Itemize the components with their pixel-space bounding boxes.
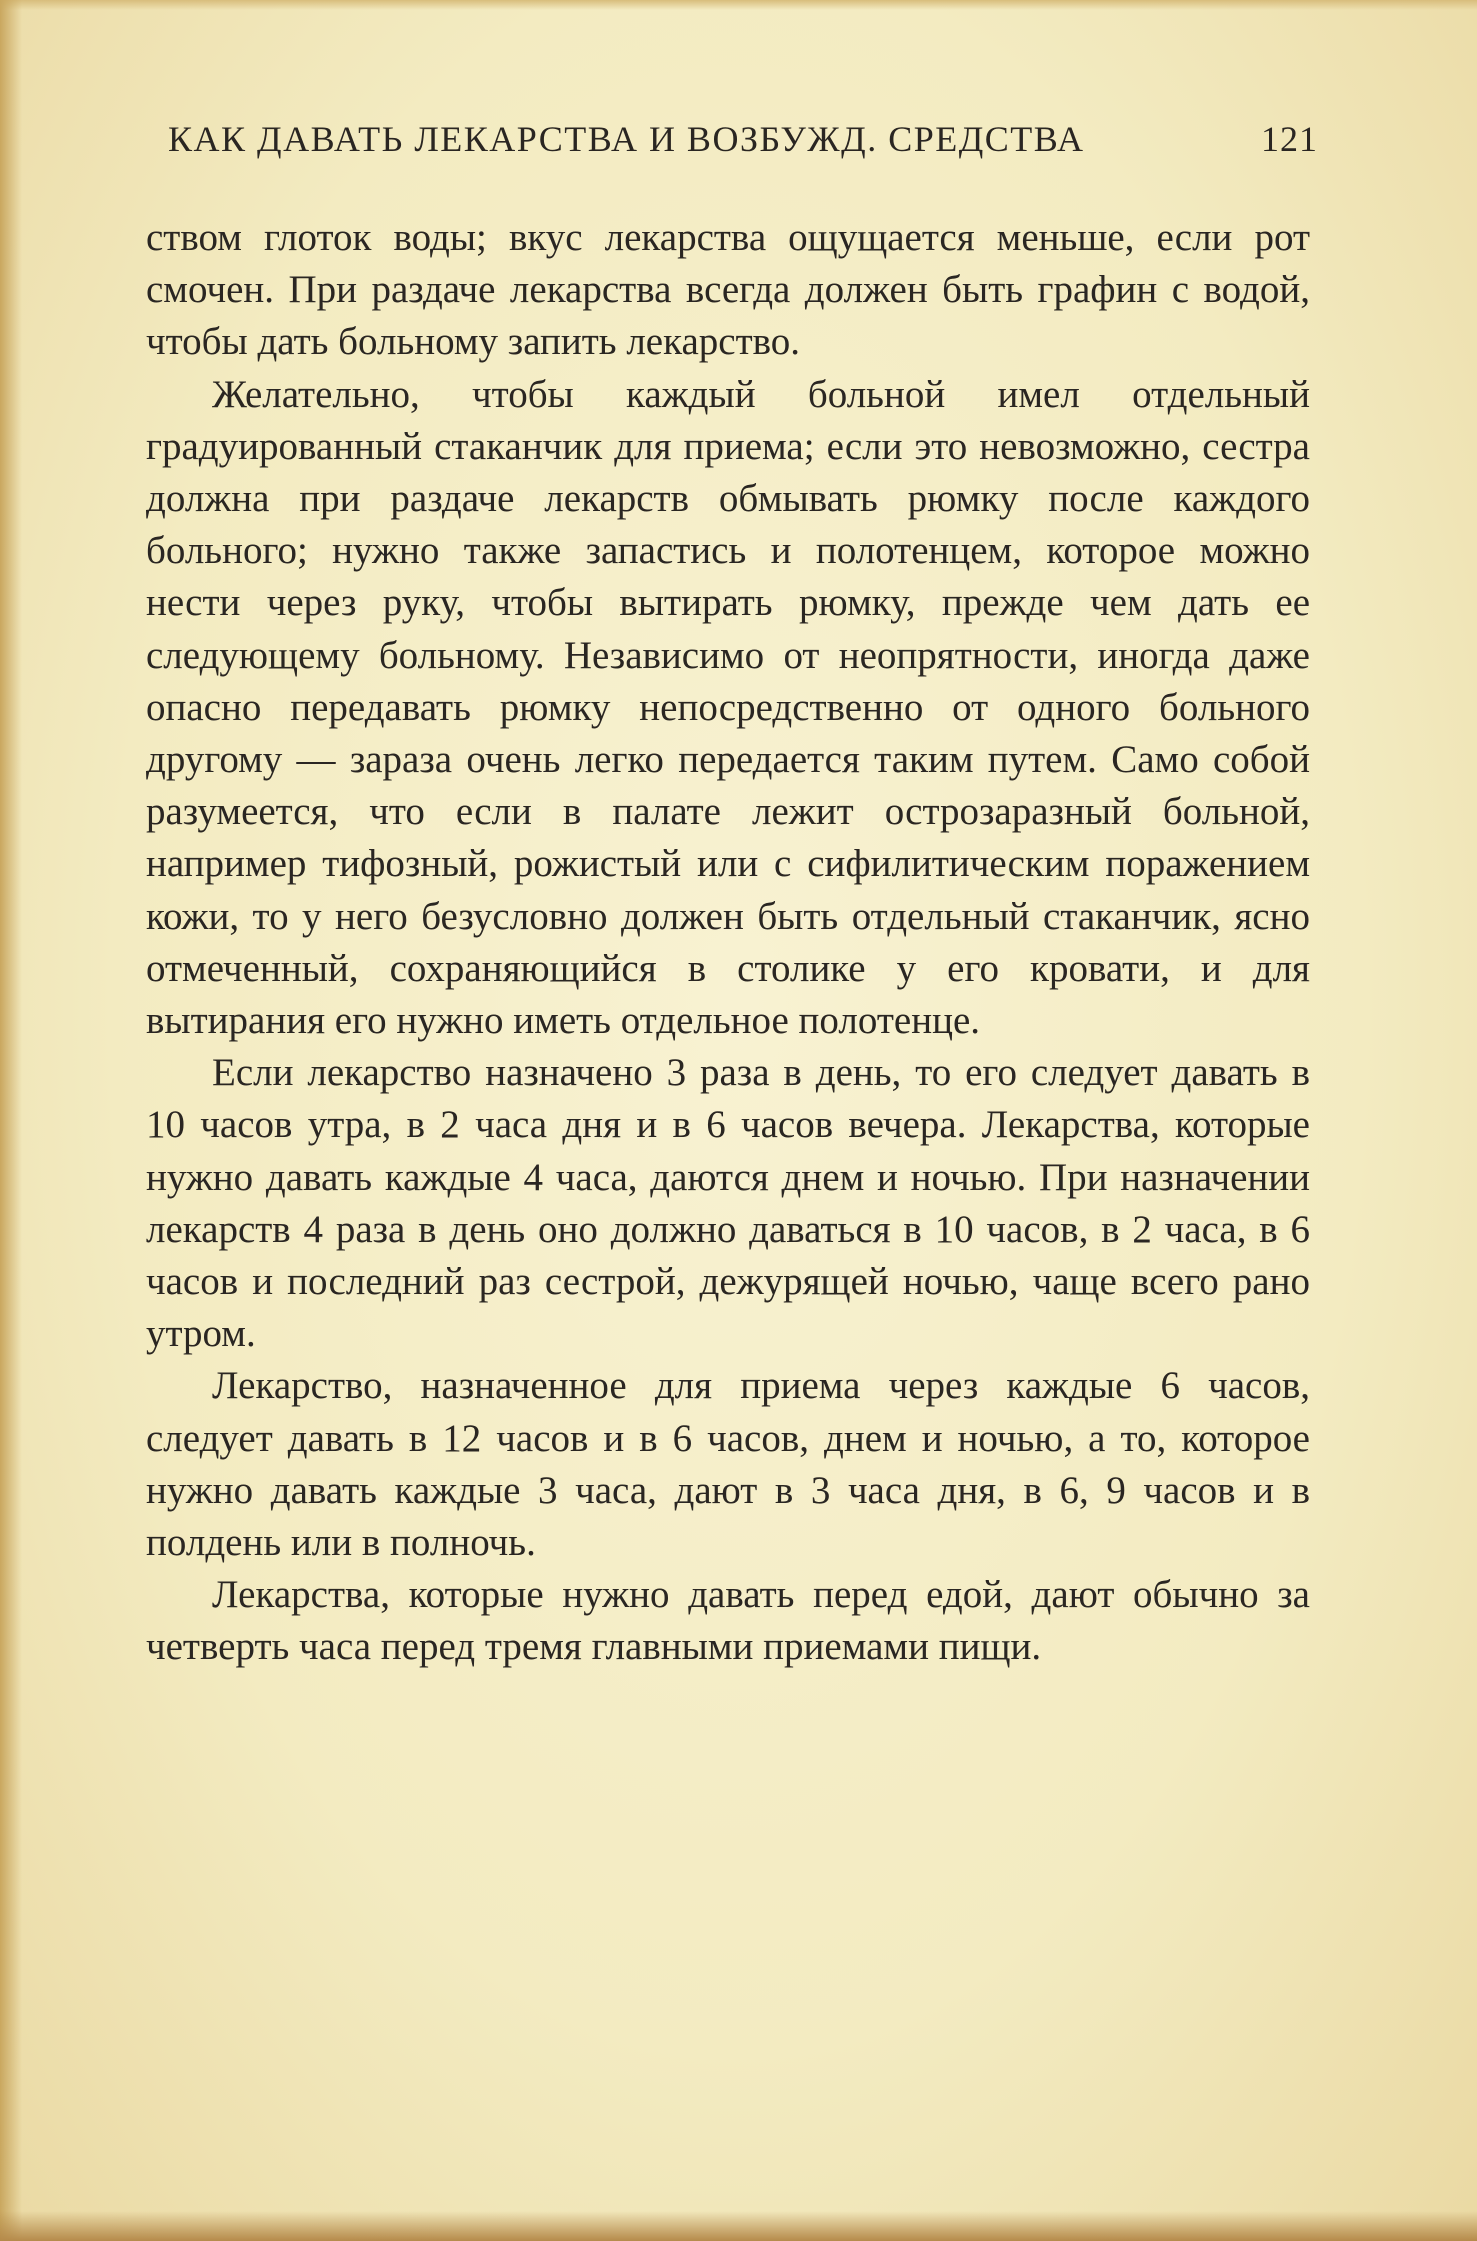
body-text bbox=[146, 212, 1310, 1674]
page-number: 121 bbox=[1261, 119, 1318, 159]
paragraph-continued: ством глоток воды; вкус лекарства ощущается меньше, если рот смочен. При раздаче лекарства всегда должен быть графин с водой, чтобы дать больному запить лекарство. bbox=[146, 216, 1310, 364]
paragraph: Лекарство, назначенное для приема через каждые 6 часов, следует давать в 12 часов и в 6 часов, днем и ночью, а то, которое нужно давать каждые 3 часа, дают в 3 часа дня, в 6, 9 часов и в полдень или в полночь. bbox=[146, 1364, 1310, 1565]
running-header bbox=[168, 118, 1318, 160]
page-top-edge bbox=[0, 0, 1477, 10]
paragraph: Лекарства, которые нужно давать перед едой, дают обычно за четверть часа перед тремя главными приемами пищи. bbox=[146, 1573, 1310, 1669]
running-title: КАК ДАВАТЬ ЛЕКАРСТВА И ВОЗБУЖД. СРЕДСТВА bbox=[168, 119, 1085, 159]
page-left-edge bbox=[0, 0, 22, 2241]
page-bottom-edge bbox=[0, 2211, 1477, 2241]
paragraph: Если лекарство назначено 3 раза в день, то его следует давать в 10 часов утра, в 2 часа дня и в 6 часов вечера. Лекарства, которые нужно давать каждые 4 часа, даются днем и ночью. При назначении лекарств 4 раза в день оно должно даваться в 10 часов, в 2 часа, в 6 часов и последний раз сестрой, дежурящей ночью, чаще всего рано утром. bbox=[146, 1051, 1310, 1356]
paragraph: Желательно, чтобы каждый больной имел отдельный градуированный стаканчик для приема; если это невозможно, сестра должна при раздаче лекарств обмывать рюмку после каждого больного; нужно также запастись и полотенцем, которое можно нести через руку, чтобы вытирать рюмку, прежде чем дать ее следующему больному. Независимо от неопрятности, иногда даже опасно передавать рюмку непосредственно от одного больного другому — зараза очень легко передается таким путем. Само собой разумеется, что если в палате лежит острозаразный больной, например тифозный, рожистый или с сифилитическим поражением кожи, то у него безусловно должен быть отдельный стаканчик, ясно отмеченный, сохраняющийся в столике у его кровати, и для вытирания его нужно иметь отдельное полотенце. bbox=[146, 372, 1310, 1043]
